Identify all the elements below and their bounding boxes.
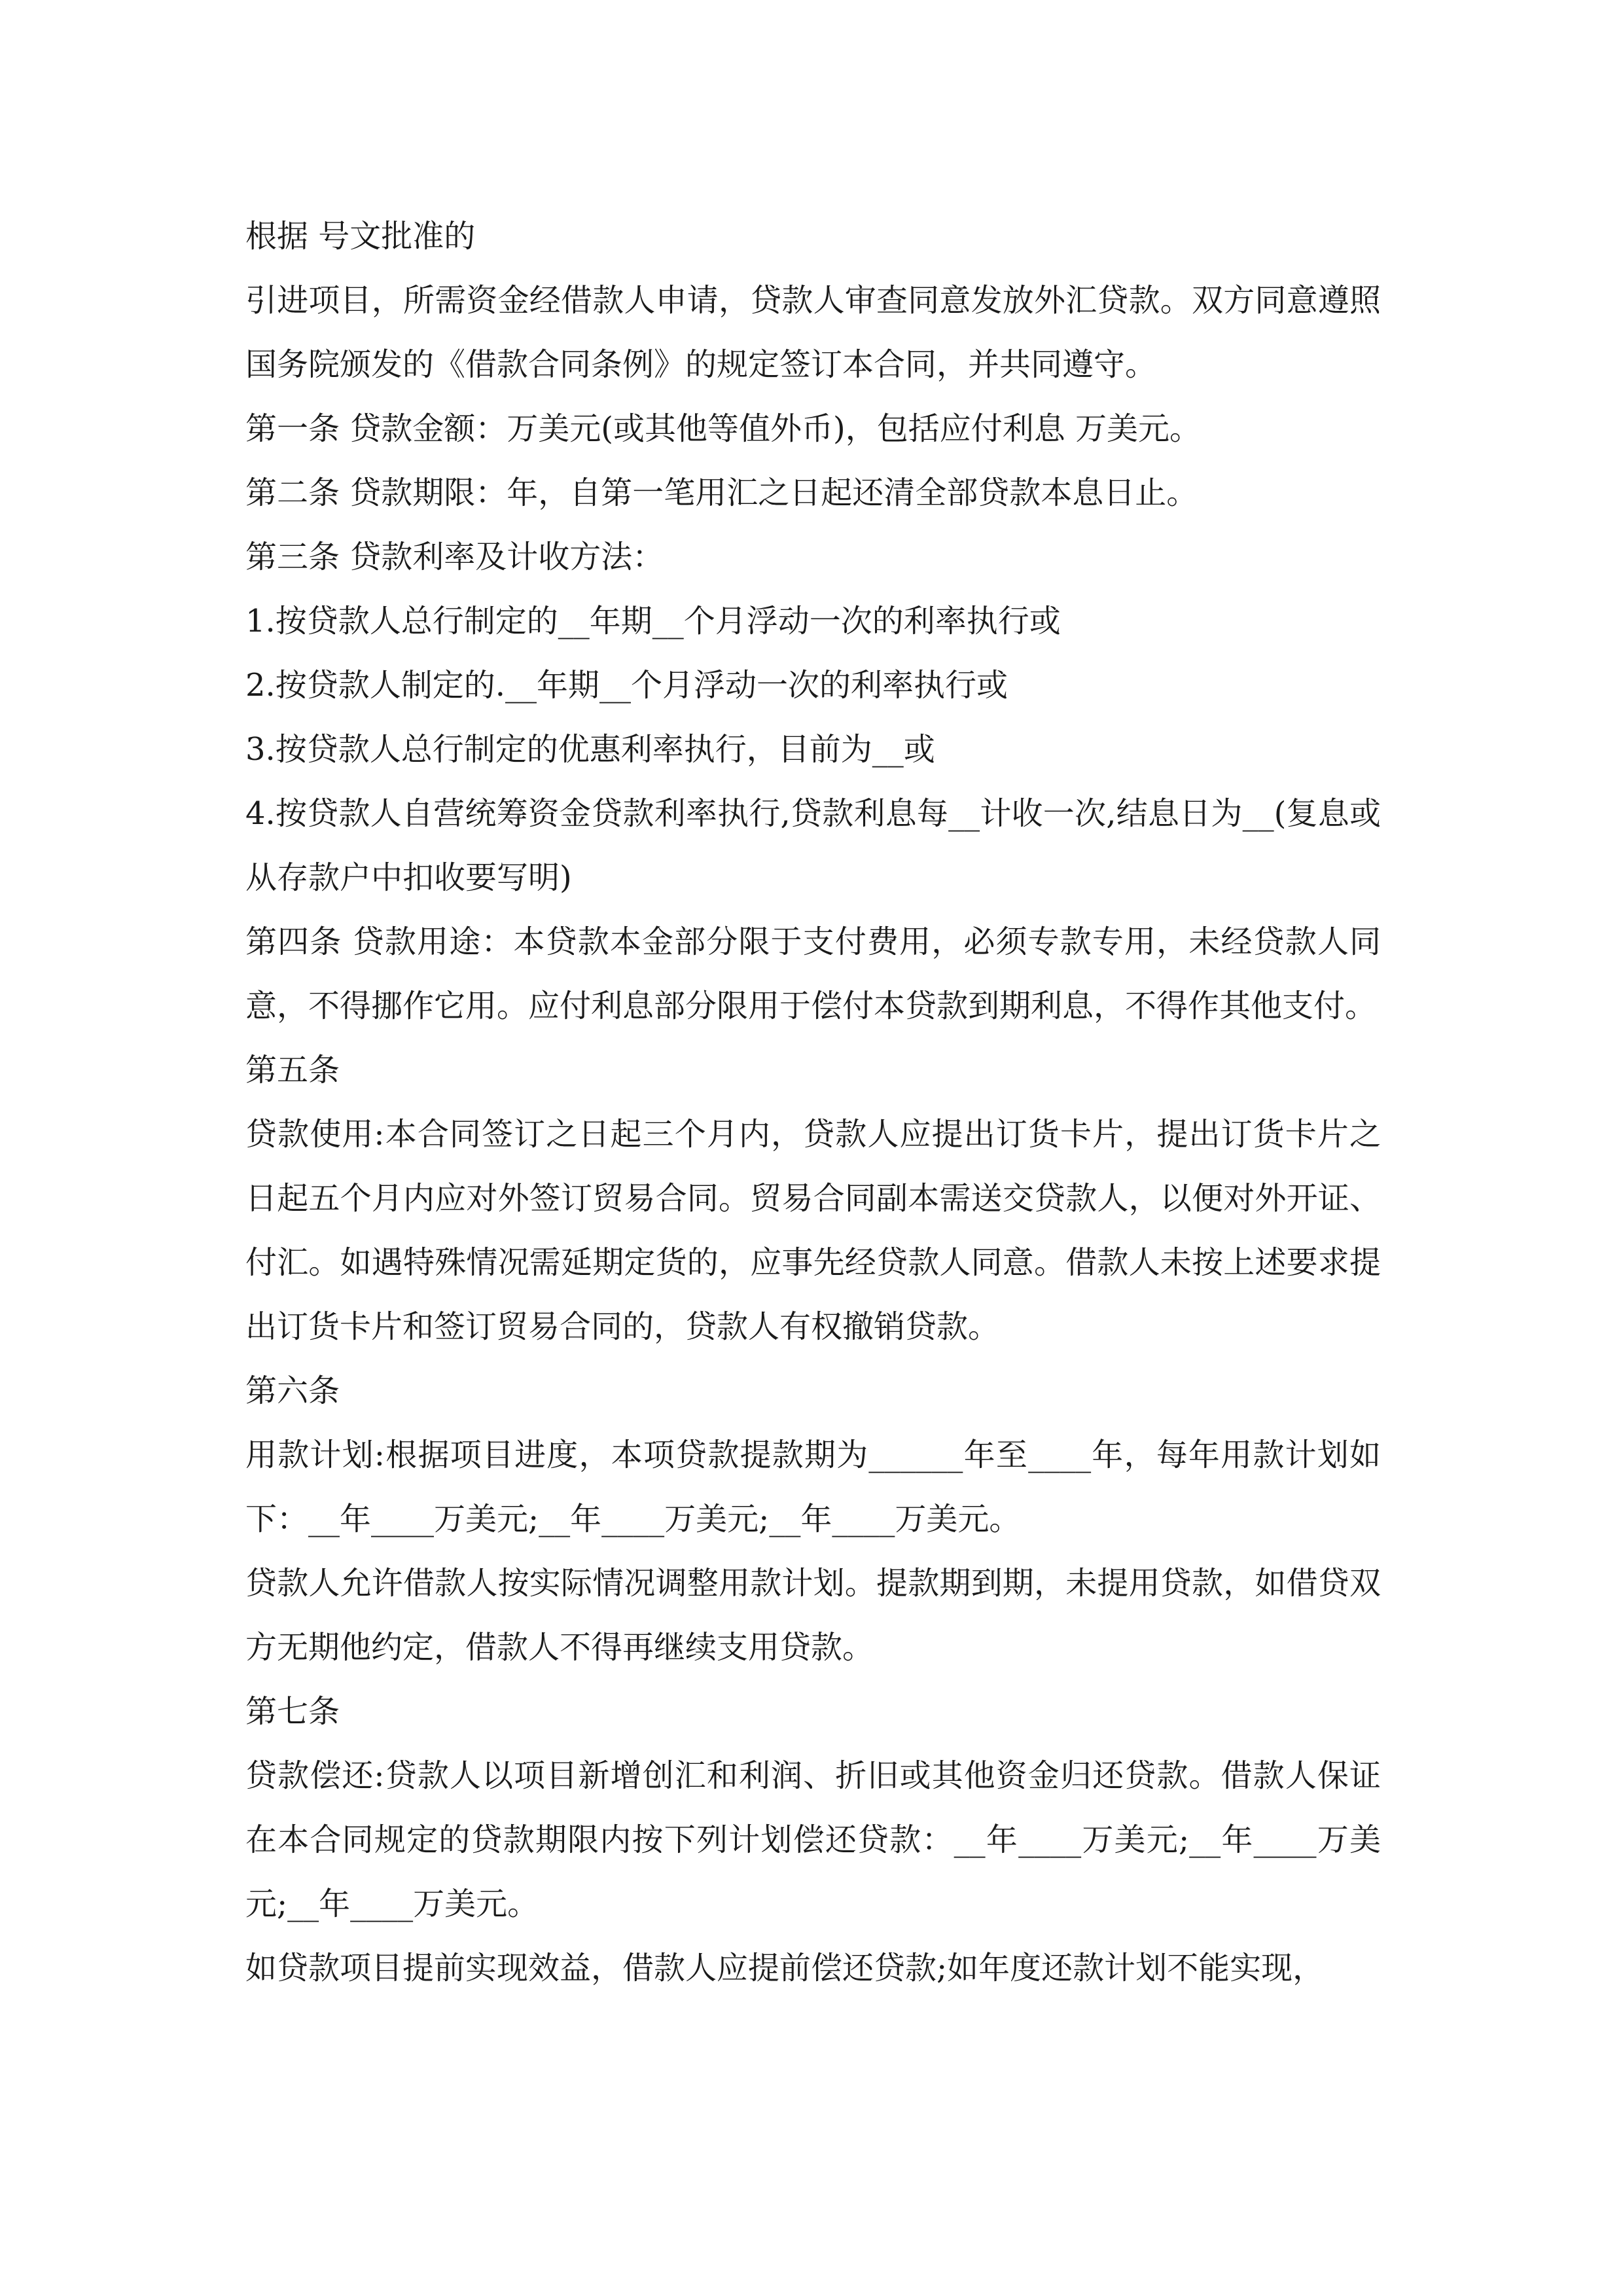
paragraph-rate-option-2: 2.按贷款人制定的.__年期__个月浮动一次的利率执行或 xyxy=(245,667,1008,704)
paragraph-article-1: 第一条 贷款金额：万美元(或其他等值外币)，包括应付利息 万美元。 xyxy=(245,410,1201,447)
paragraph-article-6-heading: 第六条 xyxy=(245,1372,340,1409)
paragraph-article-6-body: 用款计划:根据项目进度，本项贷款提款期为______年至____年，每年用款计划如下：__年____万美元;__年____万美元;__年____万美元。 xyxy=(245,1437,1381,1537)
document-body xyxy=(245,204,1381,2000)
paragraph-article-7-body: 贷款偿还:贷款人以项目新增创汇和利润、折旧或其他资金归还贷款。借款人保证在本合同规定的贷款期限内按下列计划偿还贷款：__年____万美元;__年____万美元;__年____万美元。 xyxy=(245,1757,1381,1922)
paragraph-rate-option-3: 3.按贷款人总行制定的优惠利率执行，目前为__或 xyxy=(245,731,935,768)
paragraph-approval: 根据 号文批准的 xyxy=(245,218,476,255)
paragraph-article-3-heading: 第三条 贷款利率及计收方法： xyxy=(245,539,664,575)
paragraph-article-2: 第二条 贷款期限：年，自第一笔用汇之日起还清全部贷款本息日止。 xyxy=(245,475,1198,511)
paragraph-article-7-heading: 第七条 xyxy=(245,1693,340,1730)
paragraph-article-4: 第四条 贷款用途：本贷款本金部分限于支付费用，必须专款专用，未经贷款人同意，不得挪作它用。应付利息部分限用于偿付本贷款到期利息，不得作其他支付。 xyxy=(245,924,1381,1024)
paragraph-article-5-body: 贷款使用:本合同签订之日起三个月内，贷款人应提出订货卡片，提出订货卡片之日起五个月内应对外签订贸易合同。贸易合同副本需送交贷款人，以便对外开证、付汇。如遇特殊情况需延期定货的，应事先经贷款人同意。借款人未按上述要求提出订货卡片和签订贸易合同的，贷款人有权撤销贷款。 xyxy=(245,1116,1381,1345)
paragraph-preamble: 引进项目，所需资金经借款人申请，贷款人审查同意发放外汇贷款。双方同意遵照国务院颁发的《借款合同条例》的规定签订本合同，并共同遵守。 xyxy=(245,282,1381,383)
paragraph-article-6-adjustment: 贷款人允许借款人按实际情况调整用款计划。提款期到期，未提用贷款，如借贷双方无期他约定，借款人不得再继续支用贷款。 xyxy=(245,1565,1381,1666)
paragraph-rate-option-4: 4.按贷款人自营统筹资金贷款利率执行,贷款利息每__计收一次,结息日为__(复息或从存款户中扣收要写明) xyxy=(245,795,1381,896)
paragraph-rate-option-1: 1.按贷款人总行制定的__年期__个月浮动一次的利率执行或 xyxy=(245,603,1061,639)
paragraph-article-5-heading: 第五条 xyxy=(245,1052,340,1088)
paragraph-early-repayment: 如贷款项目提前实现效益，借款人应提前偿还贷款;如年度还款计划不能实现， xyxy=(245,1950,1325,1986)
